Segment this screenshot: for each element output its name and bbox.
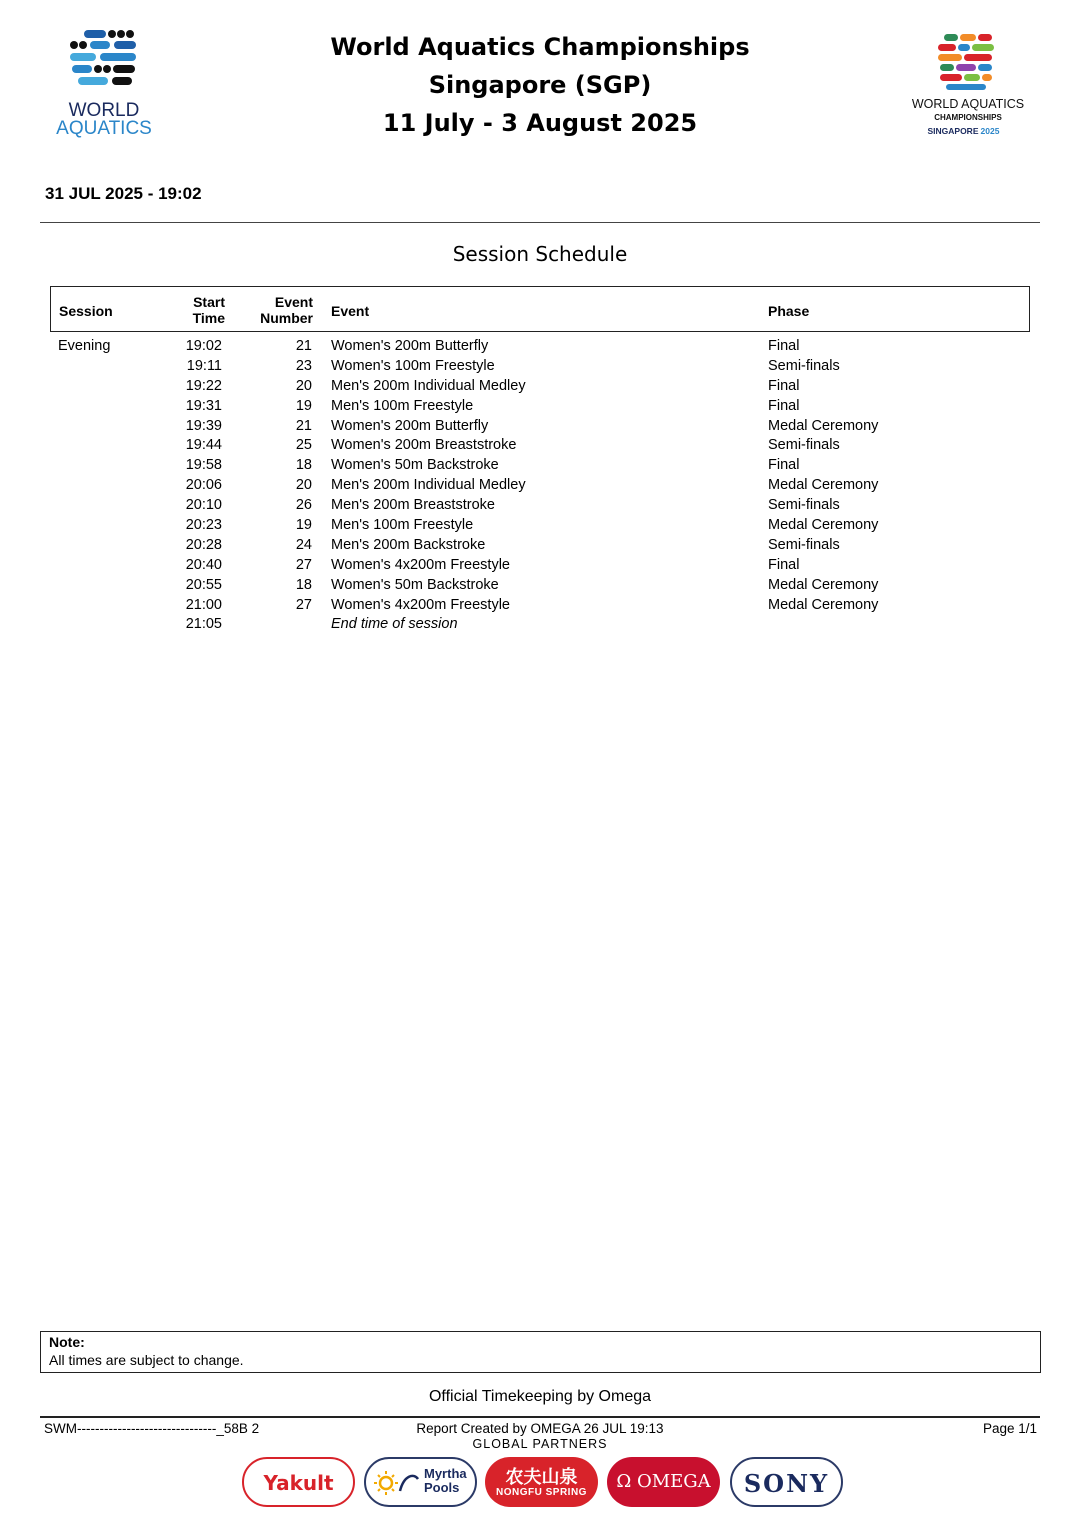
- cell-event-number: 25: [295, 437, 312, 454]
- omega-logo-text: Ω OMEGA: [616, 1471, 711, 1492]
- header-event-number: [247, 294, 313, 326]
- cell-phase: Semi-finals: [768, 536, 840, 553]
- championship-title: [300, 28, 780, 142]
- header-phase: Phase: [768, 303, 810, 319]
- cell-event-number: 21: [295, 417, 312, 434]
- cell-event-number: 18: [295, 576, 312, 593]
- table-row: [50, 396, 1030, 416]
- table-row: [50, 495, 1030, 515]
- header-event: Event: [331, 303, 370, 319]
- nongfu-en-text: NONGFU SPRING: [496, 1487, 587, 1498]
- header-start-line1: Start: [193, 294, 225, 310]
- cell-event-number: 18: [295, 457, 312, 474]
- cell-time: 20:28: [185, 536, 222, 553]
- myrtha-line2: Pools: [424, 1480, 460, 1495]
- report-created: Report Created by OMEGA 26 JUL 19:13: [416, 1421, 664, 1436]
- cell-phase: Medal Ceremony: [768, 596, 879, 613]
- table-row: [50, 555, 1030, 575]
- cell-phase: Final: [768, 556, 800, 573]
- cell-event: Women's 50m Backstroke: [331, 457, 499, 474]
- svg-text:AQUATICS: AQUATICS: [56, 118, 152, 139]
- svg-text:2025: 2025: [980, 126, 1000, 136]
- note-box: [40, 1331, 1041, 1373]
- note-title: Note:: [49, 1334, 85, 1350]
- cell-phase: Semi-finals: [768, 437, 840, 454]
- sony-logo: [730, 1457, 843, 1507]
- title-line-2: Singapore (SGP): [428, 71, 652, 99]
- cell-time: 19:02: [185, 338, 222, 354]
- nongfu-cn-text: 农夫山泉: [505, 1467, 578, 1488]
- cell-time: 19:11: [186, 357, 222, 374]
- title-line-3: 11 July - 3 August 2025: [382, 109, 698, 137]
- cell-event-number: 21: [295, 338, 312, 354]
- cell-time: 20:55: [185, 576, 222, 593]
- header-evnum-line2: Number: [260, 310, 313, 326]
- cell-event: Women's 200m Breaststroke: [331, 437, 517, 454]
- official-timekeeping: Official Timekeeping by Omega: [428, 1388, 652, 1405]
- cell-time: 19:31: [185, 397, 222, 414]
- cell-event: Men's 200m Breaststroke: [331, 497, 495, 514]
- cell-event: Women's 50m Backstroke: [331, 576, 499, 593]
- cell-time: 19:22: [185, 377, 222, 394]
- header-start-line2: Time: [192, 310, 225, 326]
- report-code: SWM-------------------------------_58B 2: [44, 1421, 260, 1436]
- table-row: [50, 475, 1030, 495]
- table-row: [50, 515, 1030, 535]
- footer-divider: [40, 1416, 1040, 1418]
- cell-time: 21:00: [185, 596, 222, 613]
- svg-text:CHAMPIONSHIPS: CHAMPIONSHIPS: [934, 113, 1002, 122]
- cell-phase: Final: [768, 377, 800, 394]
- cell-event: End time of session: [331, 616, 458, 633]
- cell-phase: Medal Ceremony: [768, 517, 879, 534]
- myrtha-line1: Myrtha: [424, 1466, 467, 1481]
- note-text: All times are subject to change.: [49, 1352, 244, 1368]
- cell-event: Women's 4x200m Freestyle: [331, 596, 510, 613]
- cell-event-number: 19: [295, 397, 312, 414]
- cell-phase: Final: [768, 397, 800, 414]
- cell-time: 20:23: [185, 517, 222, 534]
- cell-event: Women's 200m Butterfly: [331, 417, 489, 434]
- cell-event: Men's 100m Freestyle: [331, 517, 474, 534]
- sony-logo-text: SONY: [743, 1469, 830, 1498]
- cell-phase: Medal Ceremony: [768, 477, 879, 494]
- cell-phase: Semi-finals: [768, 497, 840, 514]
- myrtha-pools-logo: [364, 1457, 477, 1507]
- table-row: [50, 575, 1030, 595]
- cell-event-number: 19: [295, 517, 312, 534]
- header-session: Session: [59, 303, 113, 319]
- cell-time: 19:44: [185, 437, 222, 454]
- table-header: [50, 286, 1030, 332]
- table-row: [50, 595, 1030, 615]
- yakult-logo-text: Yakult: [263, 1471, 334, 1495]
- table-row: [50, 376, 1030, 396]
- cell-event: Men's 200m Individual Medley: [331, 477, 526, 494]
- cell-event-number: 27: [295, 556, 312, 573]
- report-datetime: 31 JUL 2025 - 19:02: [45, 184, 202, 203]
- cell-session: Evening: [58, 338, 111, 354]
- yakult-logo: [242, 1457, 355, 1507]
- cell-time: 21:05: [185, 616, 222, 633]
- section-title: Session Schedule: [452, 242, 628, 266]
- table-row: [50, 416, 1030, 436]
- cell-time: 20:40: [185, 556, 222, 573]
- table-row: [50, 356, 1030, 376]
- svg-text:WORLD AQUATICS: WORLD AQUATICS: [911, 97, 1025, 111]
- cell-event: Men's 200m Individual Medley: [331, 377, 526, 394]
- cell-time: 20:06: [185, 477, 222, 494]
- table-row: [50, 614, 1030, 634]
- cell-event: Men's 200m Backstroke: [331, 536, 486, 553]
- championships-singapore-logo: [896, 30, 1040, 140]
- page-number: Page 1/1: [982, 1421, 1037, 1436]
- nongfu-spring-logo: [485, 1457, 598, 1507]
- global-partners-label: GLOBAL PARTNERS: [472, 1437, 608, 1451]
- cell-event-number: 27: [295, 596, 312, 613]
- cell-event: Women's 100m Freestyle: [331, 357, 495, 374]
- header-evnum-line1: Event: [274, 294, 313, 310]
- table-row: [50, 336, 1030, 356]
- cell-phase: Semi-finals: [768, 357, 840, 374]
- world-aquatics-logo: [44, 28, 168, 140]
- table-row: [50, 435, 1030, 455]
- cell-time: 19:39: [185, 417, 222, 434]
- cell-event-number: 24: [295, 536, 312, 553]
- cell-event-number: 26: [295, 497, 312, 514]
- cell-phase: Medal Ceremony: [768, 576, 879, 593]
- cell-time: 19:58: [185, 457, 222, 474]
- cell-phase: Final: [768, 338, 800, 354]
- svg-text:WORLD: WORLD: [68, 100, 140, 121]
- header-start-time: [181, 294, 225, 326]
- cell-phase: Final: [768, 457, 800, 474]
- svg-text:SINGAPORE: SINGAPORE: [927, 126, 979, 136]
- title-line-1: World Aquatics Championships: [330, 33, 750, 61]
- cell-event: Men's 100m Freestyle: [331, 397, 474, 414]
- table-row: [50, 535, 1030, 555]
- cell-event-number: 23: [295, 357, 312, 374]
- cell-event-number: 20: [295, 377, 312, 394]
- header-divider: [40, 222, 1040, 223]
- myrtha-logo-text: [424, 1467, 467, 1495]
- myrtha-sun-icon: [374, 1469, 420, 1497]
- cell-event: Women's 4x200m Freestyle: [331, 556, 510, 573]
- cell-event: Women's 200m Butterfly: [331, 338, 489, 354]
- schedule-rows: [50, 336, 1030, 634]
- cell-phase: Medal Ceremony: [768, 417, 879, 434]
- table-row: [50, 455, 1030, 475]
- cell-time: 20:10: [185, 497, 222, 514]
- cell-event-number: 20: [295, 477, 312, 494]
- omega-logo: [607, 1457, 720, 1507]
